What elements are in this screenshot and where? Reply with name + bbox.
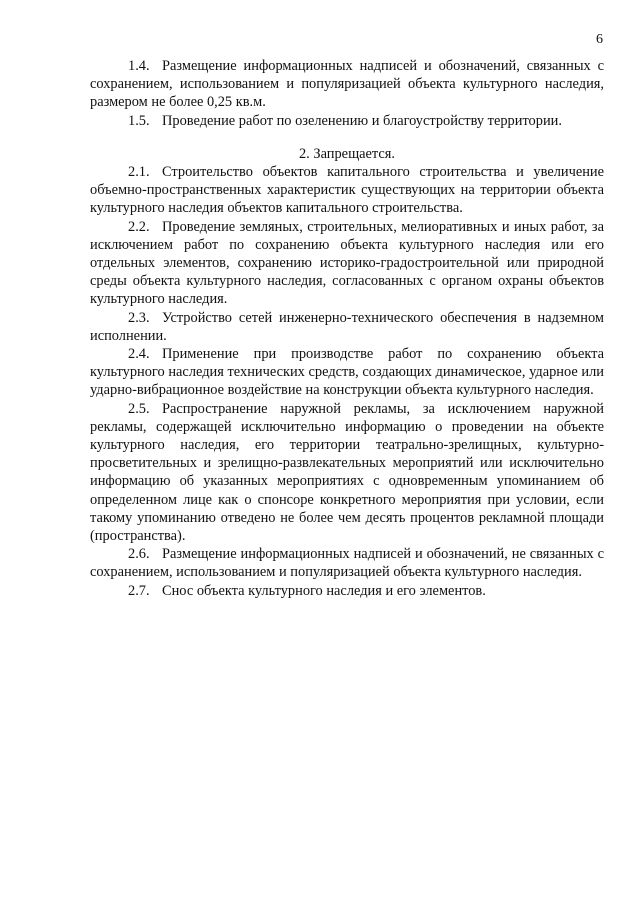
clause-text: Распространение наружной рекламы, за исключением наружной рекламы, содержащей исключительно информацию о проведении на объекте культурного наследия, его территории театрально-зрелищных, культурно-просветительных и зрелищно-развлекательных мероприятий или исключительно информацию об указанных мероприятиях с одновременным упоминанием об определенном лице как о спонсоре конкретного мероприятия при условии, если такому упоминанию отведено не более чем десять процентов рекламной площади (пространства). (90, 400, 604, 545)
clause-text: Размещение информационных надписей и обозначений, связанных с сохранением, использованием и популяризацией объекта культурного наследия, размером не более 0,25 кв.м. (90, 58, 604, 111)
clause-text: Снос объекта культурного наследия и его элементов. (162, 582, 486, 599)
clause-number: 2.1. (128, 164, 150, 181)
clause-2-6 (90, 545, 604, 581)
clause-number: 2.5. (128, 400, 150, 417)
clause-number: 2.6. (128, 546, 150, 563)
clause-text: Проведение работ по озеленению и благоустройству территории. (162, 112, 562, 129)
clause-2-4 (90, 345, 604, 400)
clause-2-3 (90, 309, 604, 345)
clause-text: Применение при производстве работ по сохранению объекта культурного наследия технических средств, создающих динамическое, ударное или ударно-вибрационное воздействие на конструкции объекта культурного наследия. (90, 346, 604, 399)
clause-number: 2.7. (128, 582, 150, 599)
clause-2-7 (90, 582, 604, 600)
clause-text: Устройство сетей инженерно-технического обеспечения в надземном исполнении. (90, 309, 604, 344)
clause-1-4 (90, 57, 604, 112)
clause-text: Строительство объектов капитального строительства и увеличение объемно-пространственных характеристик существующих на территории объекта культурного наследия объектов капитального строительства. (90, 164, 604, 217)
clause-1-5 (90, 112, 604, 130)
clause-2-2 (90, 218, 604, 309)
clause-number: 2.4. (128, 346, 150, 363)
clause-text: Размещение информационных надписей и обозначений, не связанных с сохранением, использованием и популяризацией объекта культурного наследия. (90, 546, 604, 581)
document-body (90, 57, 604, 600)
clause-number: 1.5. (128, 112, 150, 129)
clause-2-1 (90, 163, 604, 218)
clause-number: 2.2. (128, 218, 150, 235)
section-heading: 2. Запрещается. (298, 145, 395, 162)
clause-number: 1.4. (128, 58, 150, 74)
clause-number: 2.3. (128, 309, 150, 326)
clause-2-5 (90, 400, 604, 546)
clause-text: Проведение земляных, строительных, мелиоративных и иных работ, за исключением работ по сохранению объекта культурного наследия или его отдельных элементов, сохранению историко-градостроительной или природной среды объекта культурного наследия, согласованных с органом охраны объектов культурного наследия. (90, 218, 604, 308)
page-number: 6 (596, 32, 603, 47)
